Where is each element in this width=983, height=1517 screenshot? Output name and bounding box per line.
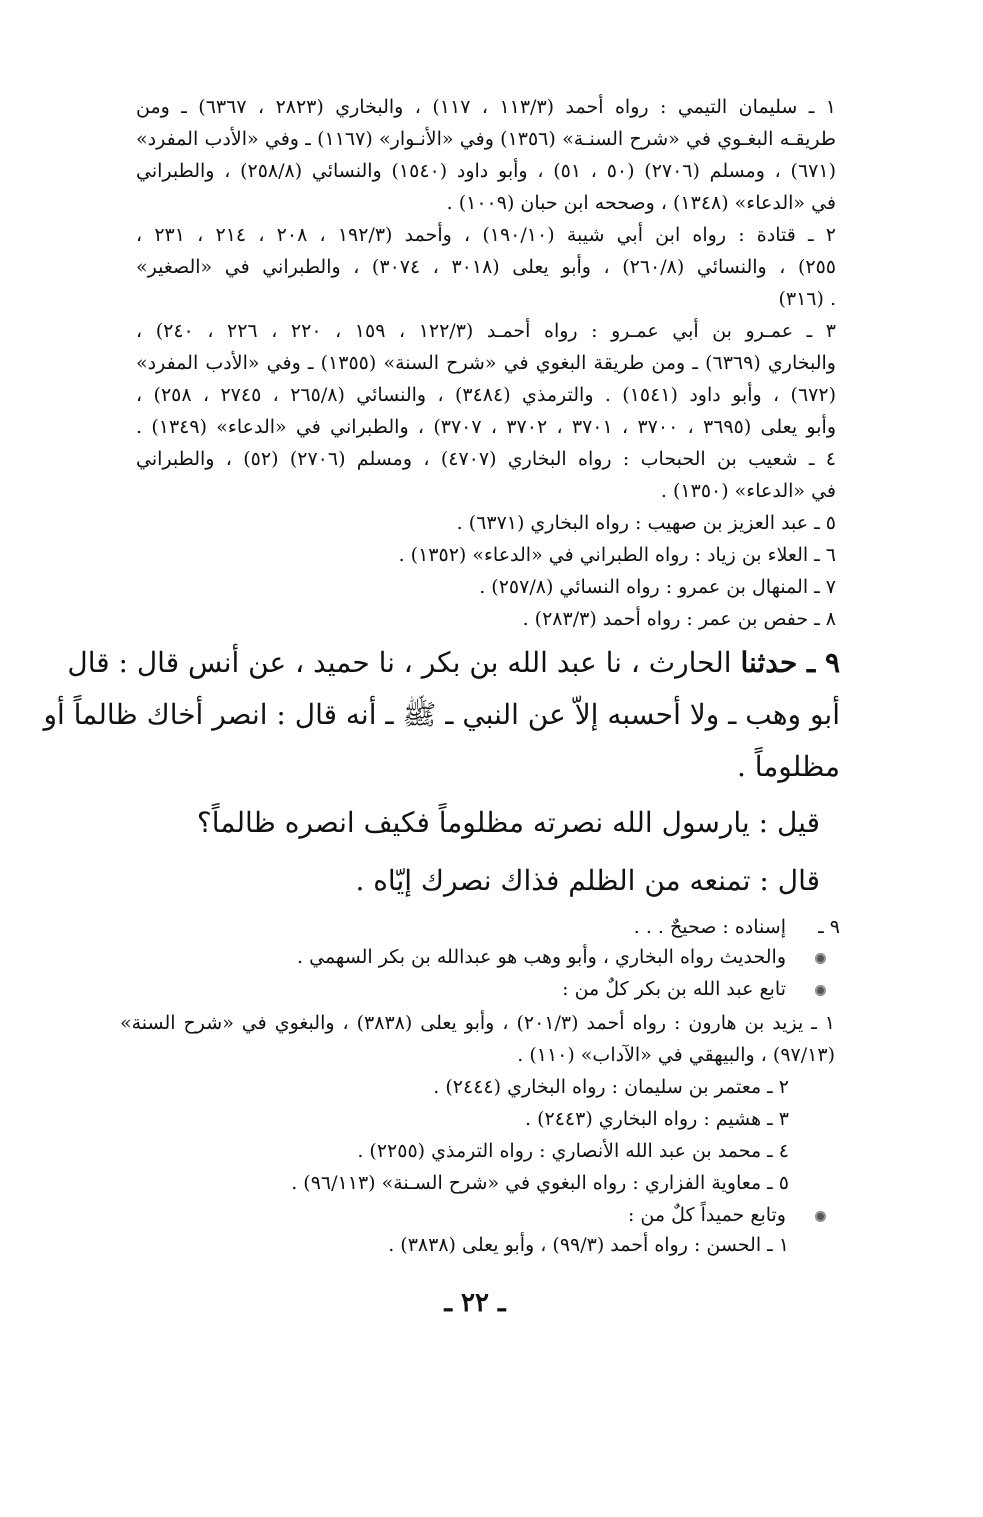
isnad-text: إسناده : صحيحٌ . . .	[633, 916, 786, 938]
hadith-lead: ٩ ـ حدثنا	[740, 646, 840, 679]
footnote-line: ٣ ـ عمـرو بن أبي عمـرو : رواه أحمـد (١٢٢/٣ ، ١٥٩ ، ٢٢٠ ، ٢٢٦ ، ٢٤٠) ،	[136, 320, 836, 342]
footnote-line: وأبو يعلى (٣٦٩٥ ، ٣٧٠٠ ، ٣٧٠١ ، ٣٧٠٢ ، ٣٧٠٧) ، والطبراني في «الدعاء» (١٣٤٩) .	[136, 416, 836, 438]
commentary-line: ٥ ـ معاوية الفزاري : رواه البغوي في «شرح السـنة» (٩٦/١١٣) .	[291, 1172, 789, 1194]
footnote-line: والبخاري (٦٣٦٩) ـ ومن طريقة البغوي في «شرح السنة» (١٣٥٥) ـ وفي «الأدب المفرد»	[136, 352, 836, 374]
footnote-line: (٦٧٢) ، وأبو داود (١٥٤١) . والترمذي (٣٤٨٤) ، والنسائي (٢٦٥/٨ ، ٢٧٤٥ ، ٢٥٨) ،	[136, 384, 837, 406]
commentary-bullet-3: وتابع حميداً كلٌ من :	[627, 1204, 786, 1226]
footnote-line: ٦ ـ العلاء بن زياد : رواه الطبراني في «الدعاء» (١٣٥٢) .	[398, 544, 836, 566]
commentary-line: ٤ ـ محمد بن عبد الله الأنصاري : رواه الترمذي (٢٢٥٥) .	[357, 1140, 789, 1162]
hadith-line-4: قيل : يارسول الله نصرته مظلوماً فكيف انصره ظالماً؟	[196, 806, 820, 839]
footnote-line: ٢ ـ قتادة : رواه ابن أبي شيبة (١٩٠/١٠) ، وأحمد (١٩٢/٣ ، ٢٠٨ ، ٢١٤ ، ٢٣١ ،	[136, 224, 837, 246]
footnote-line: (٣١٦) .	[778, 288, 836, 310]
hadith-line-2: أبو وهب ـ ولا أحسبه إلاّ عن النبي ـ ﷺ ـ أنه قال : انصر أخاك ظالماً أو	[43, 698, 840, 731]
footnote-line: ٧ ـ المنهال بن عمرو : رواه النسائي (٢٥٧/٨) .	[479, 576, 836, 598]
commentary-line: ٣ ـ هشيم : رواه البخاري (٢٤٤٣) .	[525, 1108, 789, 1130]
commentary-line: ١ ـ يزيد بن هارون : رواه أحمد (٢٠١/٣) ، وأبو يعلى (٣٨٣٨) ، والبغوي في «شرح السنة»	[120, 1012, 835, 1034]
hadith-line-1-text: الحارث ، نا عبد الله بن بكر ، نا حميد ، عن أنس قال : قال	[67, 646, 732, 679]
footnote-line: ٢٥٥) ، والنسائي (٢٦٠/٨) ، وأبو يعلى (٣٠١٨ ، ٣٠٧٤) ، والطبراني في «الصغير»	[136, 256, 836, 278]
commentary-bullet-1: والحديث رواه البخاري ، وأبو وهب هو عبدالله بن بكر السهمي .	[297, 946, 786, 968]
footnote-line: في «الدعاء» (١٣٥٠) .	[660, 480, 836, 502]
footnote-line: ٨ ـ حفص بن عمر : رواه أحمد (٢٨٣/٣) .	[522, 608, 836, 630]
footnote-line: ٥ ـ عبد العزيز بن صهيب : رواه البخاري (٦٣٧١) .	[456, 512, 836, 534]
commentary-line: ٢ ـ معتمر بن سليمان : رواه البخاري (٢٤٤٤) .	[433, 1076, 789, 1098]
hadith-line-1	[67, 640, 840, 690]
footnote-line: ٤ ـ شعيب بن الحبحاب : رواه البخاري (٤٧٠٧) ، ومسلم (٢٧٠٦) (٥٢) ، والطبراني	[136, 448, 836, 470]
footnote-line: في «الدعاء» (١٣٤٨) ، وصححه ابن حبان (١٠٠٩) .	[446, 192, 836, 214]
commentary-number: ٩ ـ	[818, 916, 840, 938]
commentary-line-last: ١ ـ الحسن : رواه أحمد (٩٩/٣) ، وأبو يعلى (٣٨٣٨) .	[388, 1234, 789, 1256]
bullet-icon	[815, 985, 826, 996]
footnote-line: طريقـه البغـوي في «شرح السنـة» (١٣٥٦) وفي «الأنـوار» (١١٦٧) ـ وفي «الأدب المفرد»	[136, 128, 836, 150]
bullet-icon	[815, 1211, 826, 1222]
bullet-icon	[815, 953, 826, 964]
commentary-line: (٩٧/١٣) ، والبيهقي في «الآداب» (١١٠) .	[517, 1044, 835, 1066]
footnote-line: (٦٧١) ، ومسلم (٢٧٠٦) (٥٠ ، ٥١) ، وأبو داود (١٥٤٠) والنسائي (٢٥٨/٨) ، والطبراني	[136, 160, 836, 182]
footnote-line: ١ ـ سليمان التيمي : رواه أحمد (١١٣/٣ ، ١١٧) ، والبخاري (٢٨٢٣ ، ٦٣٦٧) ـ ومن	[136, 96, 837, 118]
hadith-line-5: قال : تمنعه من الظلم فذاك نصرك إيّاه .	[355, 864, 820, 897]
commentary-bullet-2: تابع عبد الله بن بكر كلٌ من :	[562, 978, 786, 1000]
hadith-line-3: مظلوماً .	[736, 750, 840, 783]
page-number: ـ ٢٢ ـ	[444, 1288, 506, 1318]
